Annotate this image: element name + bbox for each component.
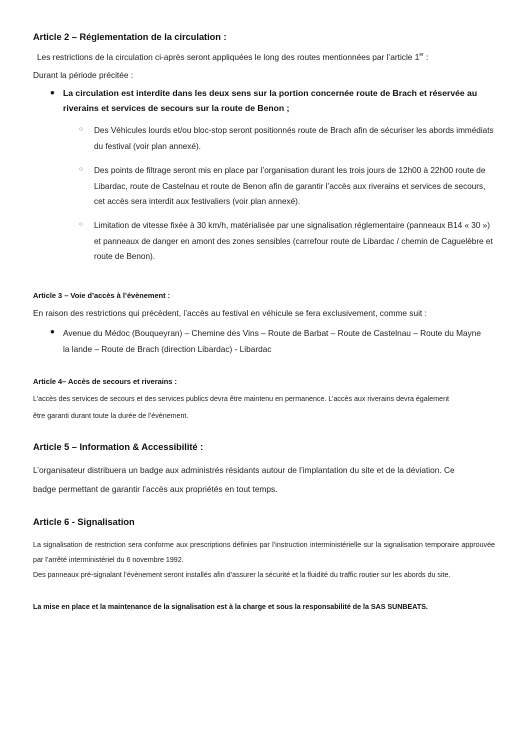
sub-bullet-circle: ○	[79, 166, 83, 173]
article-2-bullet: La circulation est interdite dans les deux sens sur la portion concernée route de Brach et réservée au riverains et services de secours sur la route de Benon ;	[63, 88, 478, 113]
sub-bullet-circle: ○	[79, 126, 83, 133]
article-2-intro	[37, 52, 428, 62]
article-5-line-1: L’organisateur distribuera un badge aux administrés résidants autour de l’implantation du site et de la déviation. Ce	[33, 465, 455, 475]
article-4-line-2: être garanti durant toute la durée de l’évènement.	[33, 412, 189, 420]
article-5-title: Article 5 – Information & Accessibilité :	[33, 442, 204, 452]
article-3-title: Article 3 – Voie d’accès à l’évènement :	[33, 291, 171, 300]
article-6-text-2: Des panneaux pré-signalant l’évènement seront installés afin d’assurer la sécurité et la fluidité du traffic routier sur les abords du site.	[33, 571, 451, 579]
article-2-sub-3: Limitation de vitesse fixée à 30 km/h, matérialisée par une signalisation réglementaire (panneaux B14 « 30 ») et panneaux de danger en amont des zones sensibles (carrefour route de Libardac / chemin de Caguelèbre et route de Benon).	[94, 221, 493, 262]
article-6-title: Article 6 - Signalisation	[33, 517, 135, 527]
article-2-sub-2: Des points de filtrage seront mis en place par l’organisation durant les trois jours de 12h00 à 22h00 route de Libardac, route de Castelnau et route de Benon afin de garantir l’accès aux riverains et services de secours, cet accès sera interdit aux festivaliers (voir plan annexé).	[94, 166, 486, 207]
article-2-intro-end: :	[423, 52, 429, 62]
article-2-intro-sup: er	[419, 52, 424, 59]
article-2-title: Article 2 – Réglementation de la circulation :	[33, 32, 227, 42]
article-3-bullet: Avenue du Médoc (Bouqueyran) – Chemine des Vins – Route de Barbat – Route de Castelnau – Route du Mayne la lande – Route de Brach (direction Libardac) - Libardac	[63, 328, 482, 354]
article-2-intro-text: Les restrictions de la circulation ci-après seront appliquées le long des routes mentionnées par l’article 1	[37, 52, 420, 62]
article-3-text: En raison des restrictions qui précèdent, l’accès au festival en véhicule se fera exclusivement, comme suit :	[33, 308, 427, 318]
article-4-line-1: L’accès des services de secours et des services publics devra être maintenu en permanence. L’accès aux riverains devra également	[33, 395, 449, 403]
article-4-title: Article 4– Accès de secours et riverains :	[33, 377, 177, 386]
bullet-dot: ●	[50, 88, 55, 97]
article-6-bold: La mise en place et la maintenance de la signalisation est à la charge et sous la responsabilité de la SAS SUNBEATS.	[33, 603, 428, 611]
article-6-text-1: La signalisation de restriction sera conforme aux prescriptions définies par l’instruction interministérielle sur la signalisation temporaire approuvée par l’arrêté interministériel du 6 novembre 1992.	[33, 541, 495, 564]
sub-bullet-circle: ○	[79, 221, 83, 228]
article-5-line-2: badge permettant de garantir l’accès aux propriétés en tout temps.	[33, 484, 278, 494]
article-2-sub-1: Des Véhicules lourds et/ou bloc-stop seront positionnés route de Brach afin de sécuriser les abords immédiats du festival (voir plan annexé).	[94, 126, 494, 151]
bullet-dot: ●	[50, 327, 55, 336]
article-2-period: Durant la période précitée :	[33, 70, 134, 80]
